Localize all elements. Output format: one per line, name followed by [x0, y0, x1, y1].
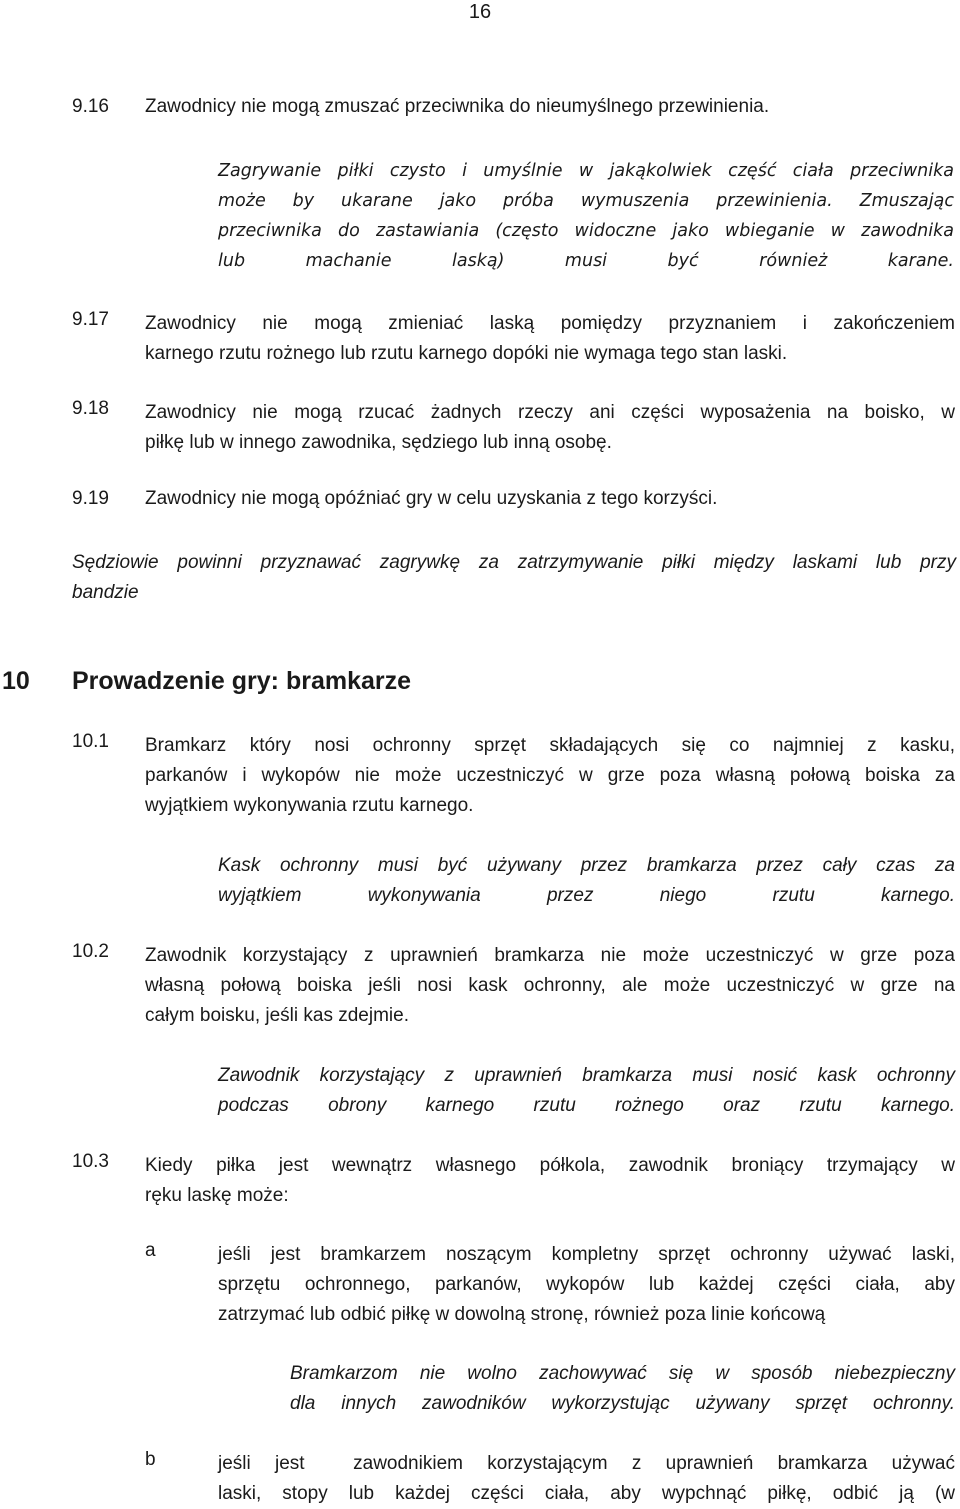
referee-note-line: bandzie [72, 582, 139, 603]
rule-text [145, 941, 955, 1031]
rule-line: ręku laskę może: [145, 1185, 289, 1206]
rule-number: 10.1 [72, 731, 109, 752]
rule-note-line: Zagrywanie piłki czysto i umyślnie w jakąkolwiek część ciała przeciwnika [218, 161, 954, 181]
rule-note-line: przeciwnika do zastawiania (często widoczne jako wbieganie w zawodnika [218, 221, 954, 241]
rule-note-line: Zawodnik korzystający z uprawnień bramkarza musi nosić kask ochronny [218, 1065, 955, 1086]
item-text [218, 1449, 955, 1509]
rule-text: Zawodnicy nie mogą zmuszać przeciwnika do nieumyślnego przewinienia. [145, 96, 770, 117]
item-note-line: dla innych zawodników wykorzystując używany sprzęt ochronny. [290, 1393, 955, 1414]
rule-line: karnego rzutu rożnego lub rzutu karnego dopóki nie wymaga tego stan laski. [145, 343, 788, 364]
rule-note [218, 1061, 955, 1121]
item-note [290, 1359, 955, 1419]
rule-text [145, 731, 955, 821]
rule-number: 9.18 [72, 398, 109, 419]
page-number: 16 [468, 1, 492, 23]
item-letter: b [145, 1449, 156, 1470]
item-note-line: Bramkarzom nie wolno zachowywać się w sposób niebezpieczny [290, 1363, 955, 1384]
section-title: Prowadzenie gry: bramkarze [72, 667, 412, 695]
rule-line: wyjątkiem wykonywania rzutu karnego. [145, 795, 474, 816]
rule-number: 9.19 [72, 488, 109, 509]
rule-note-line: może by ukarane jako próba wymuszenia przewinienia. Zmuszając [218, 191, 954, 211]
rule-line: Zawodnik korzystający z uprawnień bramkarza nie może uczestniczyć w grze poza [145, 945, 955, 966]
referee-note-line: Sędziowie powinni przyznawać zagrywkę za zatrzymywanie piłki między laskami lub przy [72, 552, 956, 573]
rule-line: Bramkarz który nosi ochronny sprzęt składających się co najmniej z kasku, [145, 735, 955, 756]
rule-line: piłkę lub w innego zawodnika, sędziego lub inną osobę. [145, 432, 612, 453]
rule-text: Zawodnicy nie mogą opóźniać gry w celu uzyskania z tego korzyści. [145, 488, 718, 509]
rule-number: 9.17 [72, 309, 109, 330]
item-letter: a [145, 1240, 156, 1261]
item-line: zatrzymać lub odbić piłkę w dowolną stronę, również poza linie końcową [218, 1304, 826, 1325]
rule-number: 10.2 [72, 941, 109, 962]
rule-line: całym boisku, jeśli kas zdejmie. [145, 1005, 409, 1026]
referee-note [72, 548, 956, 608]
section-number: 10 [2, 667, 30, 695]
rule-text [145, 309, 955, 369]
item-text [218, 1240, 955, 1330]
rule-text [145, 1151, 955, 1211]
rule-note-line: wyjątkiem wykonywania przez niego rzutu karnego. [218, 885, 955, 906]
rule-number: 10.3 [72, 1151, 109, 1172]
rule-note-line: lub machanie laską) musi być również karane. [218, 251, 954, 271]
item-line: laski, stopy lub każdej części ciała, aby wypchnąć piłkę, odbić ją (w [218, 1483, 955, 1504]
item-line: jeśli jest zawodnikiem korzystającym z uprawnień bramkarza używać [218, 1453, 955, 1474]
rule-note [218, 156, 954, 276]
rule-line: Zawodnicy nie mogą rzucać żadnych rzeczy ani części wyposażenia na boisko, w [145, 402, 955, 423]
rule-note [218, 851, 955, 911]
item-line: sprzętu ochronnego, parkanów, wykopów lub każdej części ciała, aby [218, 1274, 955, 1295]
item-line: jeśli jest bramkarzem noszącym kompletny sprzęt ochronny używać laski, [218, 1244, 955, 1265]
rule-line: Kiedy piłka jest wewnątrz własnego półkola, zawodnik broniący trzymający w [145, 1155, 955, 1176]
rule-note-line: Kask ochronny musi być używany przez bramkarza przez cały czas za [218, 855, 955, 876]
rule-line: Zawodnicy nie mogą zmieniać laską pomiędzy przyznaniem i zakończeniem [145, 313, 955, 334]
rule-line: własną połową boiska jeśli nosi kask ochronny, ale może uczestniczyć w grze na [145, 975, 955, 996]
rule-line: parkanów i wykopów nie może uczestniczyć w grze poza własną połową boiska za [145, 765, 955, 786]
rule-text [145, 398, 955, 458]
rule-note-line: podczas obrony karnego rzutu rożnego oraz rzutu karnego. [218, 1095, 955, 1116]
rule-number: 9.16 [72, 96, 109, 117]
